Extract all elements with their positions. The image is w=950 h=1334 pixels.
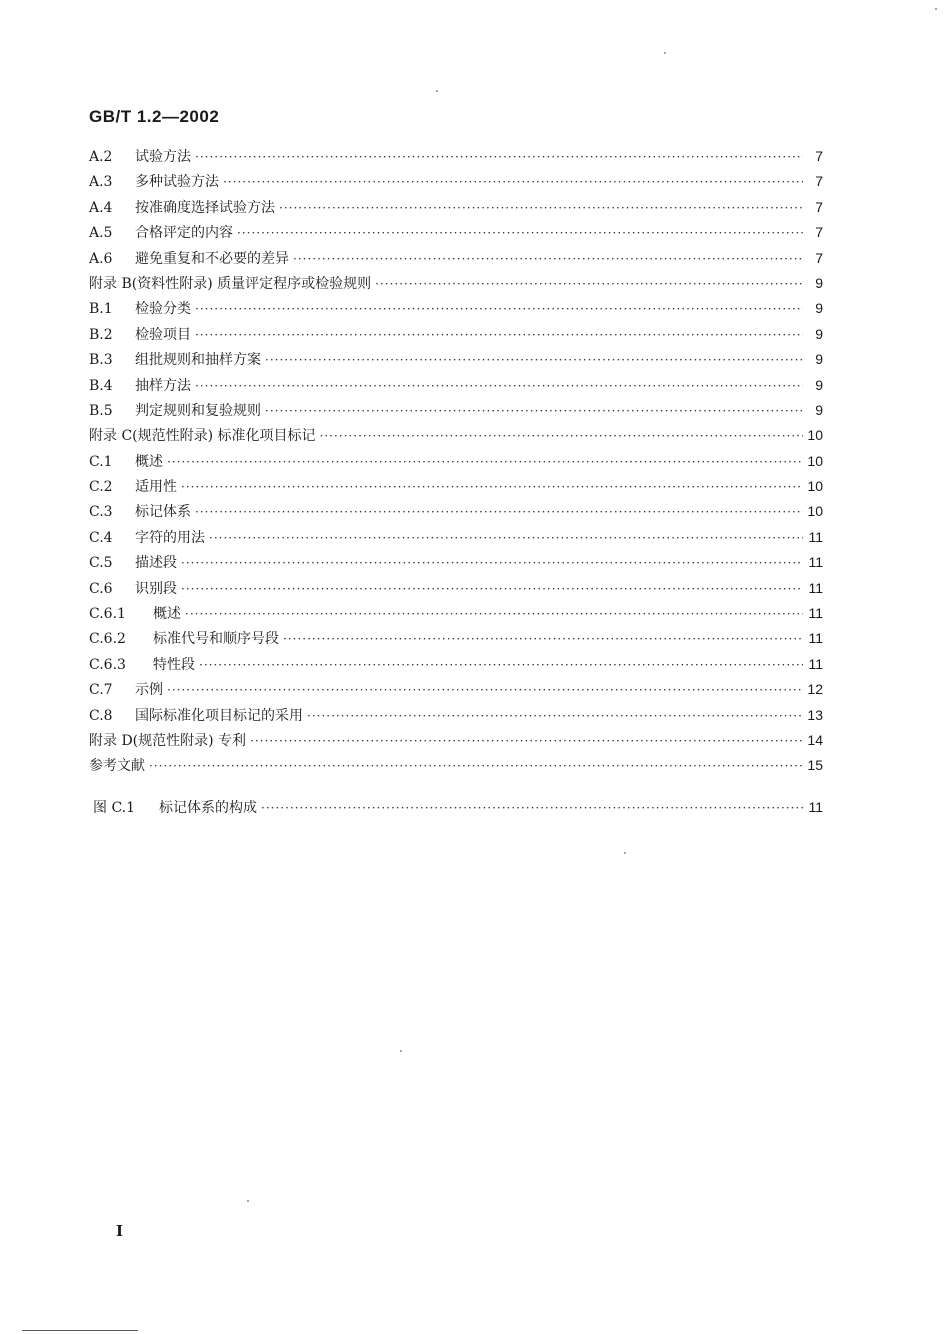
leader-dots — [283, 627, 803, 652]
toc-entry-title: 参考文献 — [89, 758, 145, 775]
scan-speck — [247, 1200, 249, 1202]
leader-dots — [149, 754, 803, 779]
toc-entry-title: 组批规则和抽样方案 — [135, 352, 261, 369]
toc-entry-number: C.1 — [89, 453, 113, 470]
toc-entry-number: C.4 — [89, 529, 113, 546]
toc-entry-number: C.5 — [89, 555, 113, 572]
leader-dots — [195, 323, 803, 348]
toc-entry-number: A.4 — [89, 199, 113, 216]
figure-entry-c1[interactable] — [93, 795, 823, 820]
toc-entry-page: 9 — [815, 376, 823, 393]
toc-entry-c1[interactable] — [89, 449, 823, 474]
toc-entry-c6-1[interactable] — [89, 601, 823, 626]
toc-entry-title: 判定规则和复验规则 — [135, 402, 261, 419]
leader-dots — [261, 796, 803, 821]
toc-entry-page: 12 — [807, 681, 823, 698]
leader-dots — [181, 551, 803, 576]
toc-entry-b5[interactable] — [89, 398, 823, 423]
leader-dots — [185, 602, 803, 627]
leader-dots — [265, 348, 803, 373]
toc-entry-page: 9 — [815, 274, 823, 291]
scan-speck — [624, 852, 626, 854]
toc-entry-a5[interactable] — [89, 220, 823, 245]
toc-entry-number: C.6.2 — [89, 631, 126, 648]
leader-dots — [307, 704, 803, 729]
toc-entry-number: B.3 — [89, 352, 113, 369]
page-number: I — [116, 1222, 124, 1240]
toc-entry-title: 字符的用法 — [135, 529, 205, 546]
toc-entry-a3[interactable] — [89, 169, 823, 194]
toc-entry-title: 识别段 — [135, 580, 177, 597]
scan-speck — [935, 8, 937, 10]
toc-entry-c2[interactable] — [89, 474, 823, 499]
toc-entry-title: 概述 — [135, 453, 163, 470]
toc-entry-number: C.6 — [89, 580, 113, 597]
figure-title: 标记体系的构成 — [159, 800, 257, 816]
toc-entry-number: A.2 — [89, 149, 113, 165]
scan-speck — [436, 90, 438, 92]
toc-entry-page: 7 — [815, 173, 823, 190]
scan-speck — [664, 52, 666, 54]
toc-entry-title: 合格评定的内容 — [135, 225, 233, 242]
toc-entry-page: 11 — [808, 630, 823, 647]
toc-entry-appendix-b[interactable] — [89, 271, 823, 296]
toc-entry-page: 14 — [807, 731, 823, 748]
toc-entry-page: 10 — [807, 452, 823, 469]
leader-dots — [223, 170, 803, 195]
toc-entry-page: 9 — [815, 300, 823, 317]
toc-entry-c7[interactable] — [89, 677, 823, 702]
toc-entry-c3[interactable] — [89, 499, 823, 524]
toc-entry-number: B.5 — [89, 402, 113, 419]
toc-entry-number: C.2 — [89, 479, 113, 496]
toc-entry-page: 9 — [815, 401, 823, 418]
toc-entry-a6[interactable] — [89, 246, 823, 271]
leader-dots — [167, 450, 803, 475]
leader-dots — [195, 297, 803, 322]
toc-entry-c8[interactable] — [89, 703, 823, 728]
toc-entry-title: 试验方法 — [135, 149, 191, 165]
standard-code-header: GB/T 1.2—2002 — [89, 107, 220, 126]
table-of-contents — [89, 144, 823, 779]
leader-dots — [293, 247, 803, 272]
toc-entry-number: A.6 — [89, 250, 113, 267]
toc-entry-page: 7 — [815, 249, 823, 266]
toc-entry-page: 15 — [807, 757, 823, 774]
toc-entry-number: C.7 — [89, 682, 113, 699]
toc-entry-title: 按准确度选择试验方法 — [135, 199, 275, 216]
toc-entry-title: 概述 — [153, 606, 181, 623]
toc-entry-title: 抽样方法 — [135, 377, 191, 394]
leader-dots — [320, 424, 803, 449]
toc-entry-number: A.5 — [89, 225, 113, 242]
leader-dots — [265, 399, 803, 424]
toc-entry-page: 11 — [808, 579, 823, 596]
toc-entry-title: 检验项目 — [135, 326, 191, 343]
leader-dots — [181, 577, 803, 602]
toc-entry-title: 附录 C(规范性附录) 标准化项目标记 — [89, 428, 316, 445]
toc-entry-number: C.6.1 — [89, 606, 126, 623]
leader-dots — [209, 526, 803, 551]
toc-entry-number: B.2 — [89, 326, 113, 343]
toc-entry-page: 11 — [808, 655, 823, 672]
toc-entry-page: 7 — [815, 224, 823, 241]
toc-entry-a4[interactable] — [89, 195, 823, 220]
toc-entry-b3[interactable] — [89, 347, 823, 372]
figure-page: 11 — [808, 799, 823, 815]
leader-dots — [195, 500, 803, 525]
footer-rule — [22, 1330, 138, 1331]
toc-entry-b1[interactable] — [89, 296, 823, 321]
leader-dots — [195, 145, 803, 170]
toc-entry-number: B.4 — [89, 377, 113, 394]
leader-dots — [250, 729, 803, 754]
toc-entry-title: 附录 B(资料性附录) 质量评定程序或检验规则 — [89, 275, 372, 292]
toc-entry-appendix-d[interactable] — [89, 728, 823, 753]
leader-dots — [199, 653, 803, 678]
leader-dots — [181, 475, 803, 500]
leader-dots — [279, 196, 803, 221]
toc-entry-page: 10 — [807, 503, 823, 520]
toc-entry-title: 检验分类 — [135, 301, 191, 318]
toc-entry-page: 11 — [808, 528, 823, 545]
toc-entry-b4[interactable] — [89, 373, 823, 398]
toc-entry-c6[interactable] — [89, 576, 823, 601]
toc-entry-title: 标准代号和顺序号段 — [153, 631, 279, 648]
toc-entry-page: 13 — [807, 706, 823, 723]
figure-list — [93, 795, 823, 820]
toc-entry-number: C.6.3 — [89, 656, 126, 673]
toc-entry-title: 附录 D(规范性附录) 专利 — [89, 732, 247, 749]
leader-dots — [375, 272, 803, 297]
toc-entry-title: 适用性 — [135, 479, 177, 496]
toc-entry-c6-2[interactable] — [89, 626, 823, 651]
toc-entry-page: 11 — [808, 554, 823, 571]
toc-entry-b2[interactable] — [89, 322, 823, 347]
toc-entry-title: 特性段 — [153, 656, 195, 673]
toc-entry-title: 避免重复和不必要的差异 — [135, 250, 289, 267]
leader-dots — [167, 678, 803, 703]
toc-entry-c4[interactable] — [89, 525, 823, 550]
toc-entry-number: C.3 — [89, 504, 113, 521]
toc-entry-number: A.3 — [89, 174, 113, 191]
toc-entry-page: 10 — [807, 478, 823, 495]
toc-entry-page: 9 — [815, 351, 823, 368]
toc-entry-number: B.1 — [89, 301, 113, 318]
toc-entry-page: 10 — [807, 427, 823, 444]
figure-label: 图 C.1 — [93, 800, 136, 816]
toc-entry-title: 多种试验方法 — [135, 174, 219, 191]
toc-entry-title: 标记体系 — [135, 504, 191, 521]
toc-entry-page: 7 — [815, 148, 823, 164]
toc-entry-page: 9 — [815, 325, 823, 342]
toc-entry-title: 国际标准化项目标记的采用 — [135, 707, 303, 724]
toc-entry-references[interactable] — [89, 753, 823, 778]
toc-entry-number: C.8 — [89, 707, 113, 724]
leader-dots — [237, 221, 803, 246]
toc-entry-appendix-c[interactable] — [89, 423, 823, 448]
toc-entry-title: 示例 — [135, 682, 163, 699]
scan-speck — [400, 1050, 402, 1052]
toc-entry-page: 7 — [815, 198, 823, 215]
leader-dots — [195, 374, 803, 399]
toc-entry-c5[interactable] — [89, 550, 823, 575]
toc-entry-page: 11 — [808, 605, 823, 622]
toc-entry-title: 描述段 — [135, 555, 177, 572]
toc-entry-a2[interactable] — [89, 144, 823, 169]
toc-entry-c6-3[interactable] — [89, 652, 823, 677]
